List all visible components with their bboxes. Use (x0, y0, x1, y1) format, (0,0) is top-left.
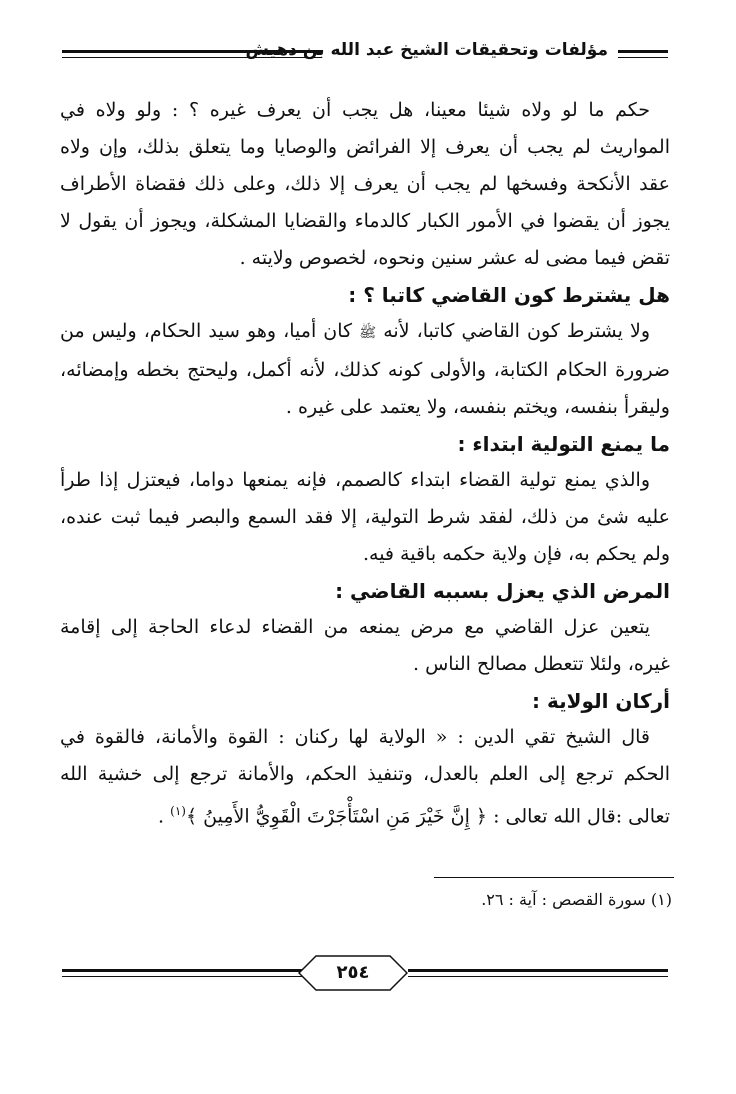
heading-pillars-of-authority: أركان الولاية : (532, 689, 670, 713)
page-header (62, 34, 668, 74)
footer-rule-left (62, 969, 310, 977)
paragraph-judge-literacy-part-2: كان أميا، وهو سيد الحكام، وليس من ضرورة الحكام الكتابة، والأولى كونه كذلك، لأنه أكمل، وليحتج بخطه وإمضائه، وليقرأ بنفسه، ويختم بنفسه، ولا يعتمد على غيره . (60, 320, 670, 418)
page-number: ٢٥٤ (336, 962, 370, 983)
heading-illness-dismissal: المرض الذي يعزل بسببه القاضي : (335, 579, 670, 603)
paragraph-judge-literacy-part-1: ولا يشترط كون القاضي كاتبا، لأنه (383, 320, 651, 342)
paragraph-pillars-of-authority (60, 719, 670, 835)
main-text (60, 92, 670, 835)
header-rule-right (618, 50, 668, 58)
quran-verse: ﴿ إِنَّ خَيْرَ مَنِ اسْتَأْجَرْتَ الْقَوِيُّ الأَمِينُ ﴾ (185, 805, 488, 828)
heading-judge-literacy: هل يشترط كون القاضي كاتبا ؟ : (348, 283, 670, 307)
paragraph-pillars-quote: قال الشيخ تقي الدين : « الولاية لها ركنان : القوة والأمانة، فالقوة في الحكم ترجع إلى العلم بالعدل، وتنفيذ الحكم، والأمانة ترجع إلى خشية الله تعالى :قال الله تعالى : (60, 726, 670, 828)
heading-appointment-barriers: ما يمنع التولية ابتداء : (457, 432, 670, 456)
page-number-frame (298, 955, 408, 991)
paragraph-judge-literacy (60, 313, 670, 426)
page-footer (62, 955, 668, 999)
footer-rule-right (408, 969, 668, 977)
footnote-rule (434, 877, 674, 878)
paragraph-illness-dismissal: يتعين عزل القاضي مع مرض يمنعه من القضاء لدعاء الحاجة إلى إقامة غيره، ولئلا تتعطل مصالح الناس . (60, 616, 670, 675)
prophet-honorific: ﷺ (359, 325, 377, 341)
footnote-reference: (١) (170, 804, 186, 818)
paragraph-appointment-barriers: والذي يمنع تولية القضاء ابتداء كالصمم، فإنه يمنعها دواما، فيعتزل إذا طرأ عليه شئ من ذلك، لفقد شرط التولية، إلا فقد السمع والبصر فيما ثبت عنده، ولم يحكم به، فإن ولاية حكمه باقية فيه. (60, 469, 670, 565)
paragraph-specific-appointment: حكم ما لو ولاه شيئا معينا، هل يجب أن يعرف غيره ؟ : ولو ولاه في المواريث لم يجب أن يعرف إلا الفرائض والوصايا وما يتعلق بذلك، وإن ولاه عقد الأنكحة وفسخها لم يجب أن يعرف إلا ذلك، وعلى ذلك فقضاة الأطراف يجوز أن يقضوا في الأمور الكبار كالدماء والقضايا المشكلة، ويجوز أن يقول لا تقض فيما مضى له عشر سنين ونحوه، لخصوص ولايته . (60, 99, 670, 269)
header-title: مؤلفات وتحقيقات الشيخ عبد الله بن دهيش (245, 40, 608, 60)
paragraph-pillars-end: . (158, 805, 165, 828)
footnote: (١) سورة القصص : آية : ٢٦. (481, 890, 672, 909)
